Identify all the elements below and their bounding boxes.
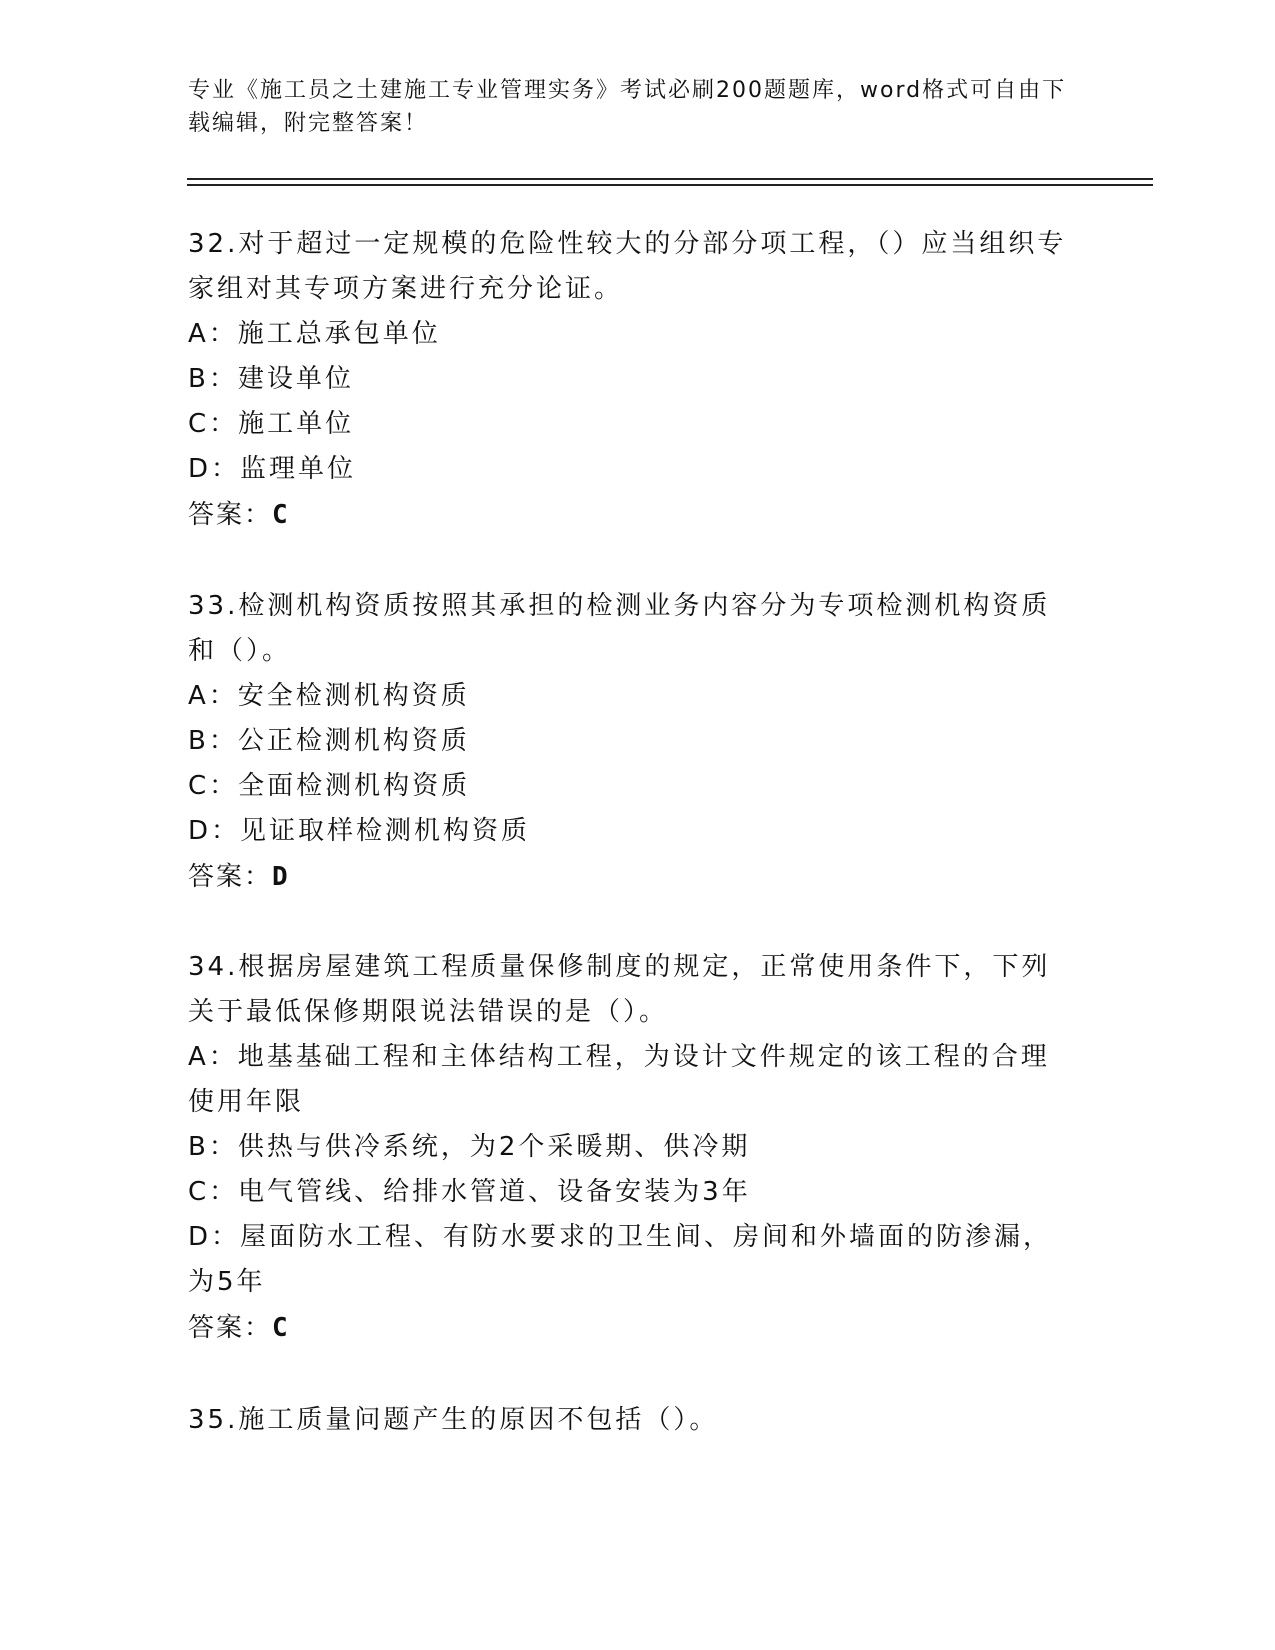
question-35	[188, 1398, 1068, 1443]
question-33	[188, 584, 1068, 900]
option-c: C：施工单位	[188, 409, 355, 439]
answer-value: D	[272, 862, 290, 892]
answer-line	[188, 1305, 1068, 1351]
option-c: C：电气管线、给排水管道、设备安装为3年	[188, 1177, 751, 1207]
option-d: D：屋面防水工程、有防水要求的卫生间、房间和外墙面的防渗漏，为5年	[188, 1222, 1053, 1297]
option-c: C：全面检测机构资质	[188, 771, 471, 801]
question-stem: 32.对于超过一定规模的危险性较大的分部分项工程，（）应当组织专家组对其专项方案进行充分论证。	[188, 229, 1067, 304]
question-stem: 34.根据房屋建筑工程质量保修制度的规定，正常使用条件下，下列关于最低保修期限说法错误的是（）。	[188, 952, 1051, 1027]
option-b: B：供热与供冷系统，为2个采暖期、供冷期	[188, 1132, 751, 1162]
answer-line	[188, 854, 1068, 900]
question-34	[188, 945, 1068, 1351]
option-a: A：施工总承包单位	[188, 319, 441, 349]
answer-label: 答案：	[188, 1313, 273, 1343]
answer-value: C	[272, 1313, 290, 1343]
option-d: D：见证取样检测机构资质	[188, 816, 531, 846]
header-divider-line-second	[187, 184, 1153, 186]
option-d: D：监理单位	[188, 454, 357, 484]
option-a: A：安全检测机构资质	[188, 681, 470, 711]
question-stem: 33.检测机构资质按照其承担的检测业务内容分为专项检测机构资质和（）。	[188, 591, 1051, 666]
question-stem: 35.施工质量问题产生的原因不包括（）。	[188, 1405, 719, 1435]
option-b: B：公正检测机构资质	[188, 726, 470, 756]
answer-label: 答案：	[188, 500, 273, 530]
document-header: 专业《施工员之土建施工专业管理实务》考试必刷200题题库，word格式可自由下载编辑，附完整答案！	[188, 78, 1067, 136]
answer-label: 答案：	[188, 862, 273, 892]
header-divider-line	[187, 178, 1153, 180]
question-32	[188, 222, 1068, 538]
answer-value: C	[272, 500, 290, 530]
option-b: B：建设单位	[188, 364, 354, 394]
option-a: A：地基基础工程和主体结构工程，为设计文件规定的该工程的合理使用年限	[188, 1042, 1050, 1117]
answer-line	[188, 492, 1068, 538]
